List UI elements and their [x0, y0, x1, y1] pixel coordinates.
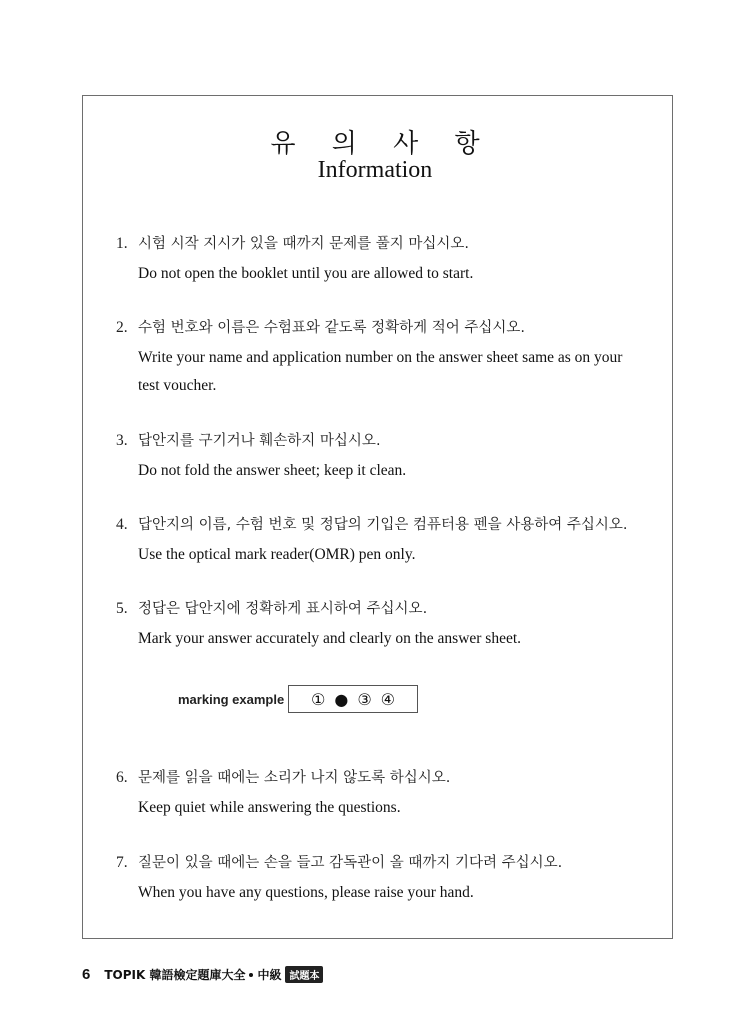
- instruction-english: Do not fold the answer sheet; keep it clean.: [138, 462, 407, 479]
- answer-option-2-filled: ●: [334, 689, 349, 709]
- instruction-korean-text: 정답은 답안지에 정확하게 표시하여 주십시오.: [138, 601, 428, 617]
- instruction-korean-text: 답안지의 이름, 수험 번호 및 정답의 기입은 컴퓨터용 펜을 사용하여 주십시오.: [138, 517, 628, 533]
- instruction-number: 3.: [116, 432, 128, 449]
- level-label: 中級: [257, 968, 282, 982]
- instruction-english: Do not open the booklet until you are allowed to start.: [138, 265, 474, 282]
- instruction-number: 1.: [116, 235, 128, 252]
- page-footer: [82, 966, 323, 983]
- marking-example-label: marking example: [178, 691, 285, 707]
- title-korean: 유 의 사 항: [270, 129, 494, 159]
- instruction-item-6: [116, 768, 656, 822]
- marking-example: [178, 684, 418, 714]
- instruction-korean-text: 질문이 있을 때에는 손을 들고 감독관이 올 때까지 기다려 주십시오.: [138, 855, 563, 871]
- instruction-english: Use the optical mark reader(OMR) pen only.: [138, 546, 416, 563]
- instruction-item-5: [116, 599, 656, 653]
- instruction-item-1: [116, 234, 656, 288]
- instruction-number: 7.: [116, 854, 128, 871]
- instruction-korean: [116, 431, 656, 451]
- marking-example-box: [288, 685, 418, 713]
- answer-option-4: ④: [380, 689, 395, 709]
- instruction-number: 6.: [116, 769, 128, 786]
- instruction-number: 5.: [116, 600, 128, 617]
- instruction-item-3: [116, 431, 656, 485]
- answer-option-1: ①: [311, 689, 326, 709]
- separator-dot: [249, 973, 253, 977]
- book-title: TOPIK 韓語檢定題庫大全: [104, 968, 246, 982]
- instruction-english-continued: test voucher.: [138, 377, 217, 394]
- instruction-english: When you have any questions, please raise your hand.: [138, 884, 474, 901]
- instruction-english: Write your name and application number on the answer sheet same as on your: [138, 349, 623, 366]
- instruction-korean: [116, 853, 656, 873]
- instruction-korean-text: 시험 시작 지시가 있을 때까지 문제를 풀지 마십시오.: [138, 236, 470, 252]
- instruction-korean: [116, 234, 656, 254]
- instruction-english: Keep quiet while answering the questions.: [138, 799, 401, 816]
- instruction-korean-text: 답안지를 구기거나 훼손하지 마십시오.: [138, 433, 381, 449]
- booklet-badge: 試題本: [285, 966, 323, 983]
- answer-option-3: ③: [357, 689, 372, 709]
- instruction-number: 4.: [116, 516, 128, 533]
- instruction-number: 2.: [116, 319, 128, 336]
- instruction-korean: [116, 318, 656, 338]
- instruction-item-7: [116, 853, 656, 907]
- instruction-korean-text: 수험 번호와 이름은 수험표와 같도록 정확하게 적어 주십시오.: [138, 320, 526, 336]
- instruction-korean-text: 문제를 읽을 때에는 소리가 나지 않도록 하십시오.: [138, 770, 451, 786]
- instruction-korean: [116, 768, 656, 788]
- instruction-item-4: [116, 515, 656, 569]
- instruction-item-2: [116, 318, 656, 400]
- instruction-korean: [116, 599, 656, 619]
- instruction-korean: [116, 515, 656, 535]
- instruction-english: Mark your answer accurately and clearly on the answer sheet.: [138, 630, 522, 647]
- page-number: 6: [82, 966, 91, 983]
- title-english: Information: [317, 157, 433, 183]
